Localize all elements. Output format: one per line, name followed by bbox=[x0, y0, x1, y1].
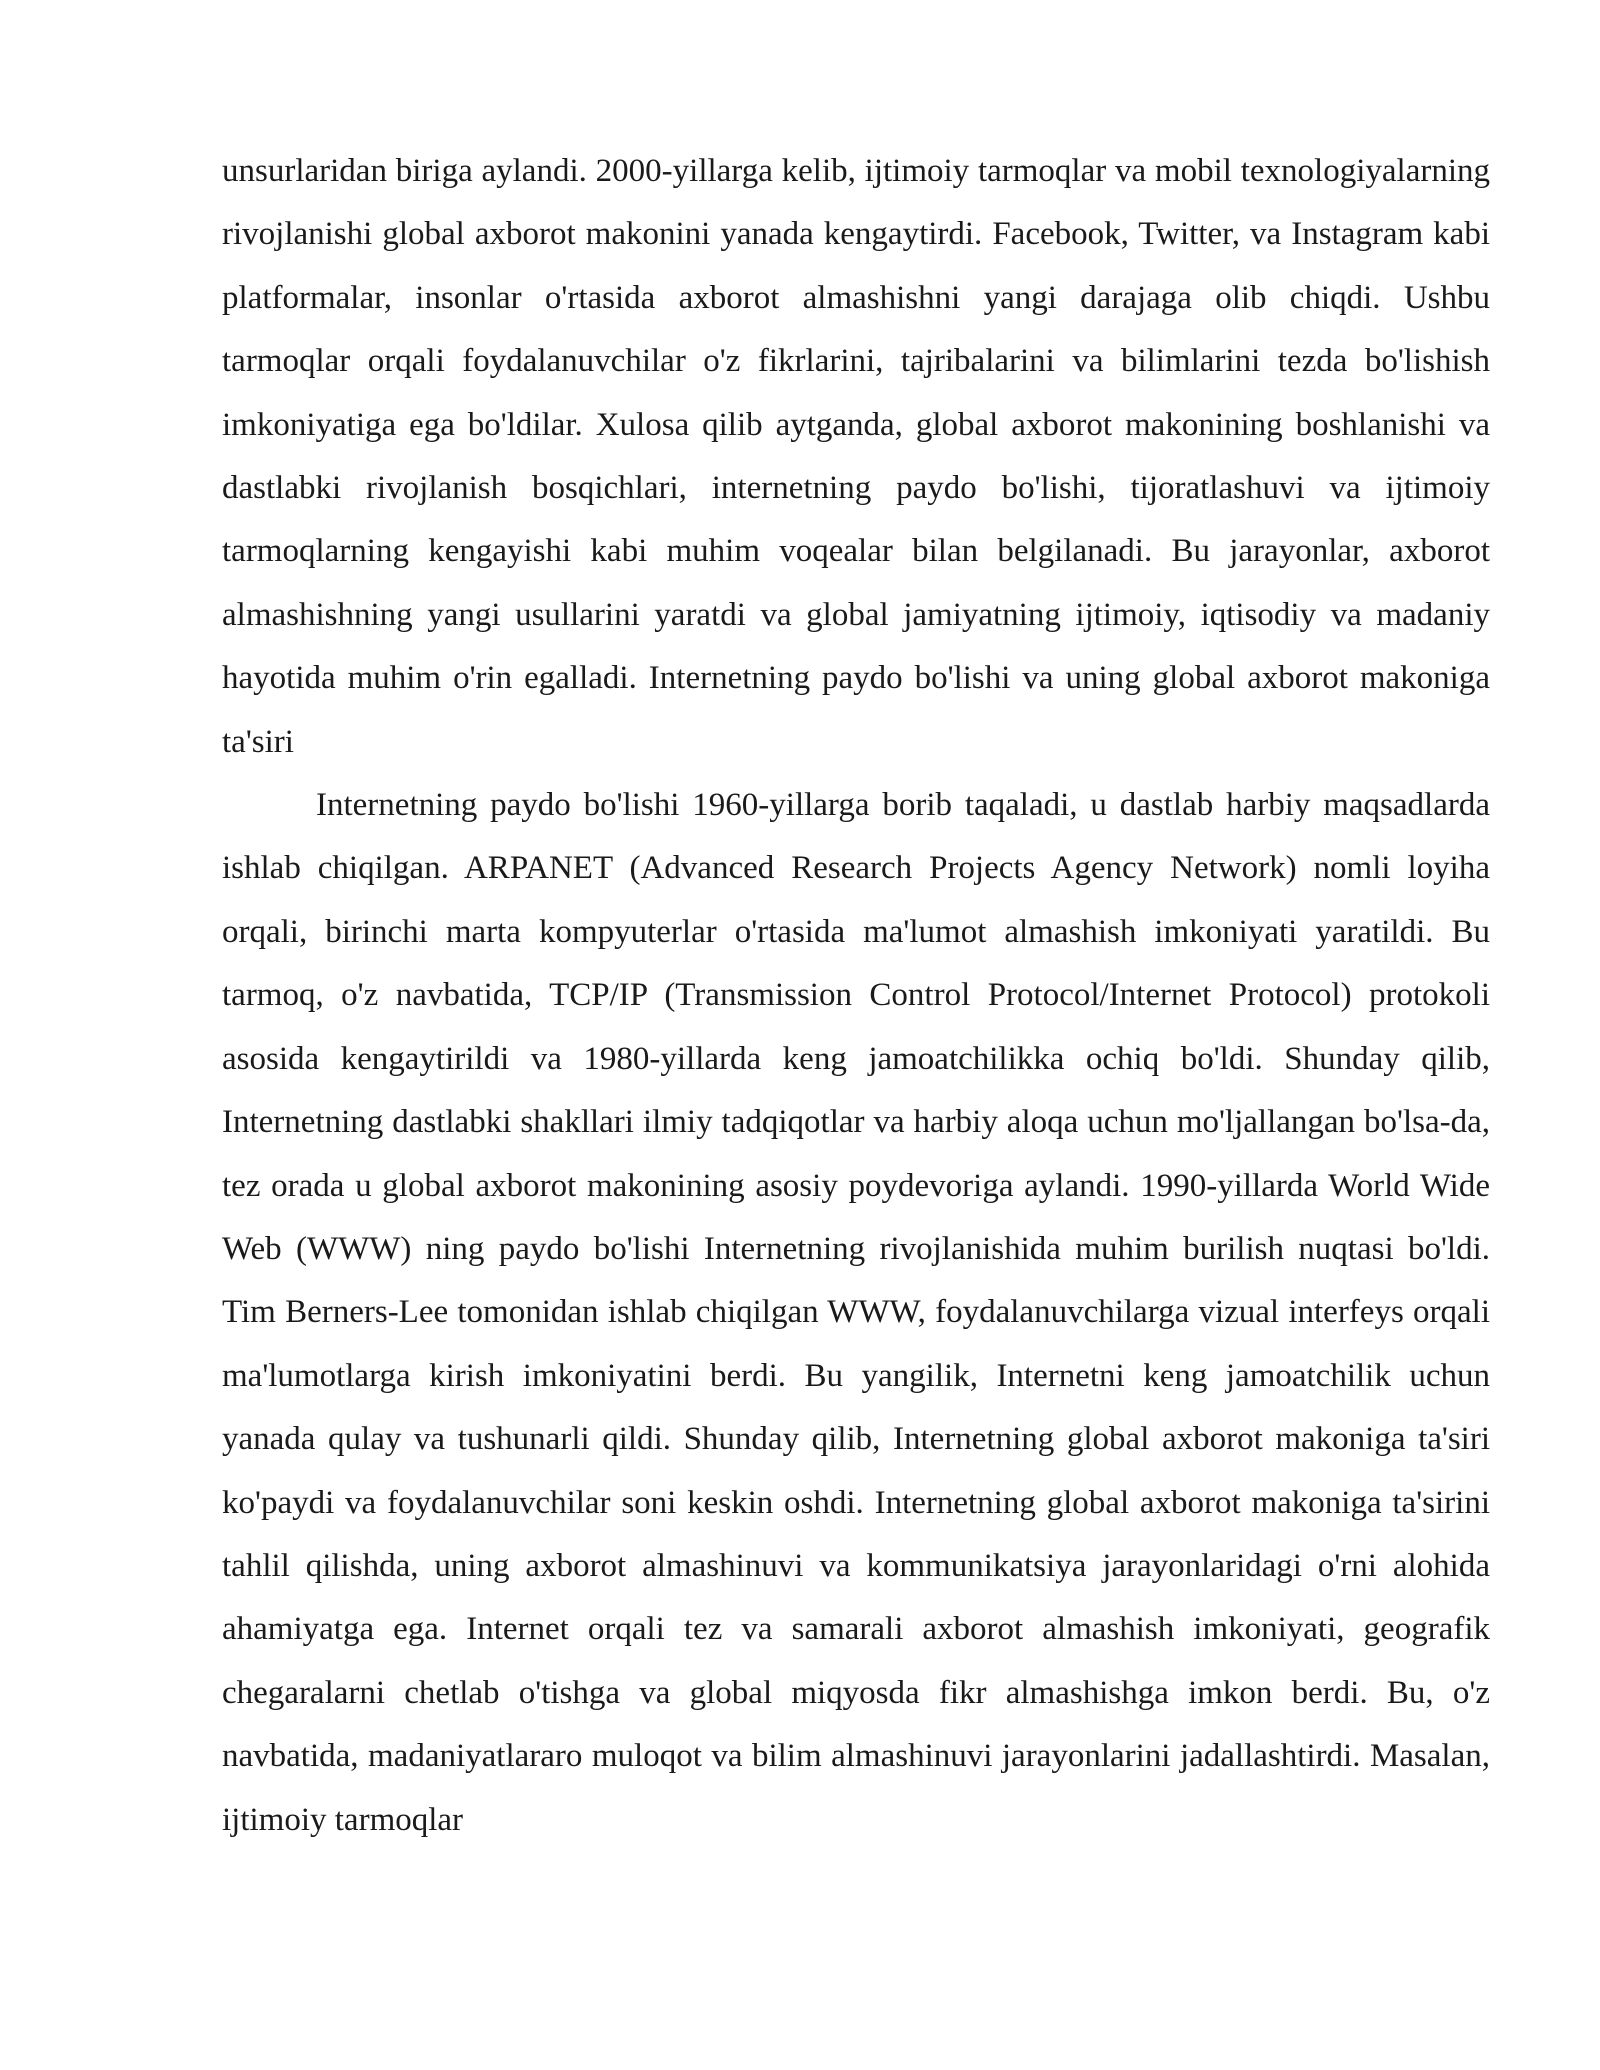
paragraph-continuation: unsurlaridan biriga aylandi. 2000-yillarga kelib, ijtimoiy tarmoqlar va mobil texnologiyalarning rivojlanishi global axborot makonini yanada kengaytirdi. Facebook, Twitter, va Instagram kabi platformalar, insonlar o'rtasida axborot almashishni yangi darajaga olib chiqdi. Ushbu tarmoqlar orqali foydalanuvchilar o'z fikrlarini, tajribalarini va bilimlarini tezda bo'lishish imkoniyatiga ega bo'ldilar. Xulosa qilib aytganda, global axborot makonining boshlanishi va dastlabki rivojlanish bosqichlari, internetning paydo bo'lishi, tijoratlashuvi va ijtimoiy tarmoqlarning kengayishi kabi muhim voqealar bilan belgilanadi. Bu jarayonlar, axborot almashishning yangi usullarini yaratdi va global jamiyatning ijtimoiy, iqtisodiy va madaniy hayotida muhim o'rin egalladi. Internetning paydo bo'lishi va uning global axborot makoniga ta'siri bbox=[222, 153, 1490, 760]
paragraph-internet-origins: Internetning paydo bo'lishi 1960-yillarga borib taqaladi, u dastlab harbiy maqsadlarda ishlab chiqilgan. ARPANET (Advanced Research Projects Agency Network) nomli loyiha orqali, birinchi marta kompyuterlar o'rtasida ma'lumot almashish imkoniyati yaratildi. Bu tarmoq, o'z navbatida, TCP/IP (Transmission Control Protocol/Internet Protocol) protokoli asosida kengaytirildi va 1980-yillarda keng jamoatchilikka ochiq bo'ldi. Shunday qilib, Internetning dastlabki shakllari ilmiy tadqiqotlar va harbiy aloqa uchun mo'ljallangan bo'lsa-da, tez orada u global axborot makonining asosiy poydevoriga aylandi. 1990-yillarda World Wide Web (WWW) ning paydo bo'lishi Internetning rivojlanishida muhim burilish nuqtasi bo'ldi. Tim Berners-Lee tomonidan ishlab chiqilgan WWW, foydalanuvchilarga vizual interfeys orqali ma'lumotlarga kirish imkoniyatini berdi. Bu yangilik, Internetni keng jamoatchilik uchun yanada qulay va tushunarli qildi. Shunday qilib, Internetning global axborot makoniga ta'siri ko'paydi va foydalanuvchilar soni keskin oshdi. Internetning global axborot makoniga ta'sirini tahlil qilishda, uning axborot almashinuvi va kommunikatsiya jarayonlaridagi o'rni alohida ahamiyatga ega. Internet orqali tez va samarali axborot almashish imkoniyati, geografik chegaralarni chetlab o'tishga va global miqyosda fikr almashishga imkon berdi. Bu, o'z navbatida, madaniyatlararo muloqot va bilim almashinuvi jarayonlarini jadallashtirdi. Masalan, ijtimoiy tarmoqlar bbox=[222, 787, 1490, 1838]
body-text bbox=[222, 140, 1490, 1852]
